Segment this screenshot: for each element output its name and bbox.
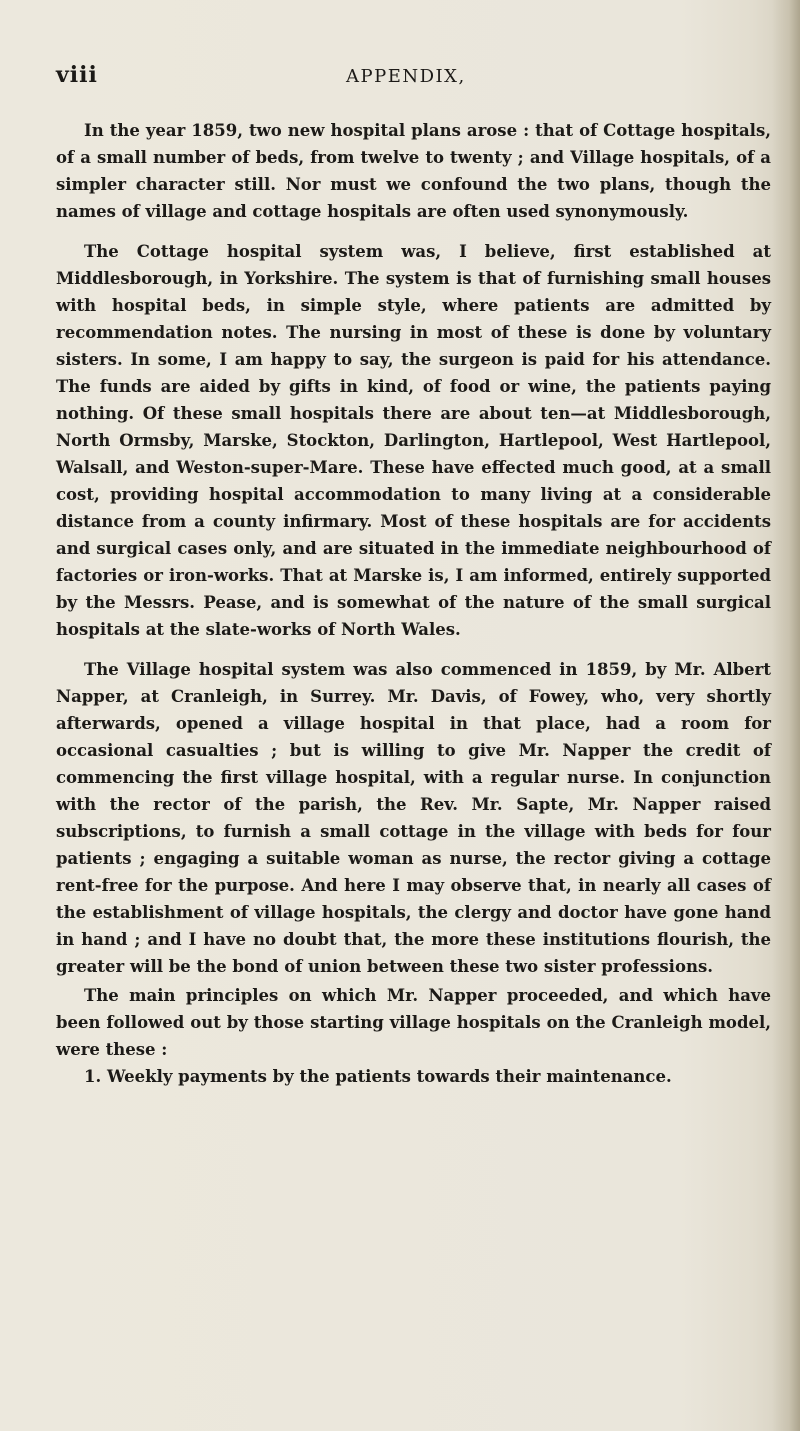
body-text xyxy=(56,117,771,1090)
paragraph-3: The Village hospital system was also commenced in 1859, by Mr. Albert Napper, at Cranleigh, in Surrey. Mr. Davis, of Fowey, who, very shortly afterwards, opened a village hospital in that place, had a room for occasional casualties ; but is willing to give Mr. Napper the credit of commencing the first village hospital, with a regular nurse. In conjunction with the rector of the parish, the Rev. Mr. Sapte, Mr. Napper raised subscriptions, to furnish a small cottage in the village with beds for four patients ; engaging a suitable woman as nurse, the rector giving a cottage rent-free for the purpose. And here I may observe that, in nearly all cases of the establishment of village hospitals, the clergy and doctor have gone hand in hand ; and I have no doubt that, the more these institutions flourish, the greater will be the bond of union between these two sister professions. xyxy=(56,660,771,976)
page-edge-shadow xyxy=(772,0,800,1431)
paragraph-2: The Cottage hospital system was, I believe, first established at Middlesborough, in Yorkshire. The system is that of furnishing small houses with hospital beds, in simple style, where patients are admitted by recommendation notes. The nursing in most of these is done by voluntary sisters. In some, I am happy to say, the surgeon is paid for his attendance. The funds are aided by gifts in kind, of food or wine, the patients paying nothing. Of these small hospitals there are about ten—at Middlesborough, North Ormsby, Marske, Stockton, Darlington, Hartlepool, West Hartlepool, Walsall, and Weston-super-Mare. These have effected much good, at a small cost, providing hospital accommodation to many living at a considerable distance from a county infirmary. Most of these hospitals are for accidents and surgical cases only, and are situated in the immediate neighbourhood of factories or iron-works. That at Marske is, I am informed, entirely supported by the Messrs. Pease, and is somewhat of the nature of the small surgical hospitals at the slate-works of North Wales. xyxy=(56,242,771,639)
list-item-1: 1. Weekly payments by the patients towards their maintenance. xyxy=(84,1067,672,1086)
page-header xyxy=(56,62,756,102)
running-head: APPENDIX, xyxy=(346,66,466,87)
page-number: viii xyxy=(56,62,98,88)
paragraph-1: In the year 1859, two new hospital plans arose : that of Cottage hospitals, of a small number of beds, from twelve to twenty ; and Village hospitals, of a simpler character still. Nor must we confound the two plans, though the names of village and cottage hospitals are often used synonymously. xyxy=(56,121,771,221)
paragraph-4: The main principles on which Mr. Napper proceeded, and which have been followed out by those starting village hospitals on the Cranleigh model, were these : xyxy=(56,986,771,1059)
